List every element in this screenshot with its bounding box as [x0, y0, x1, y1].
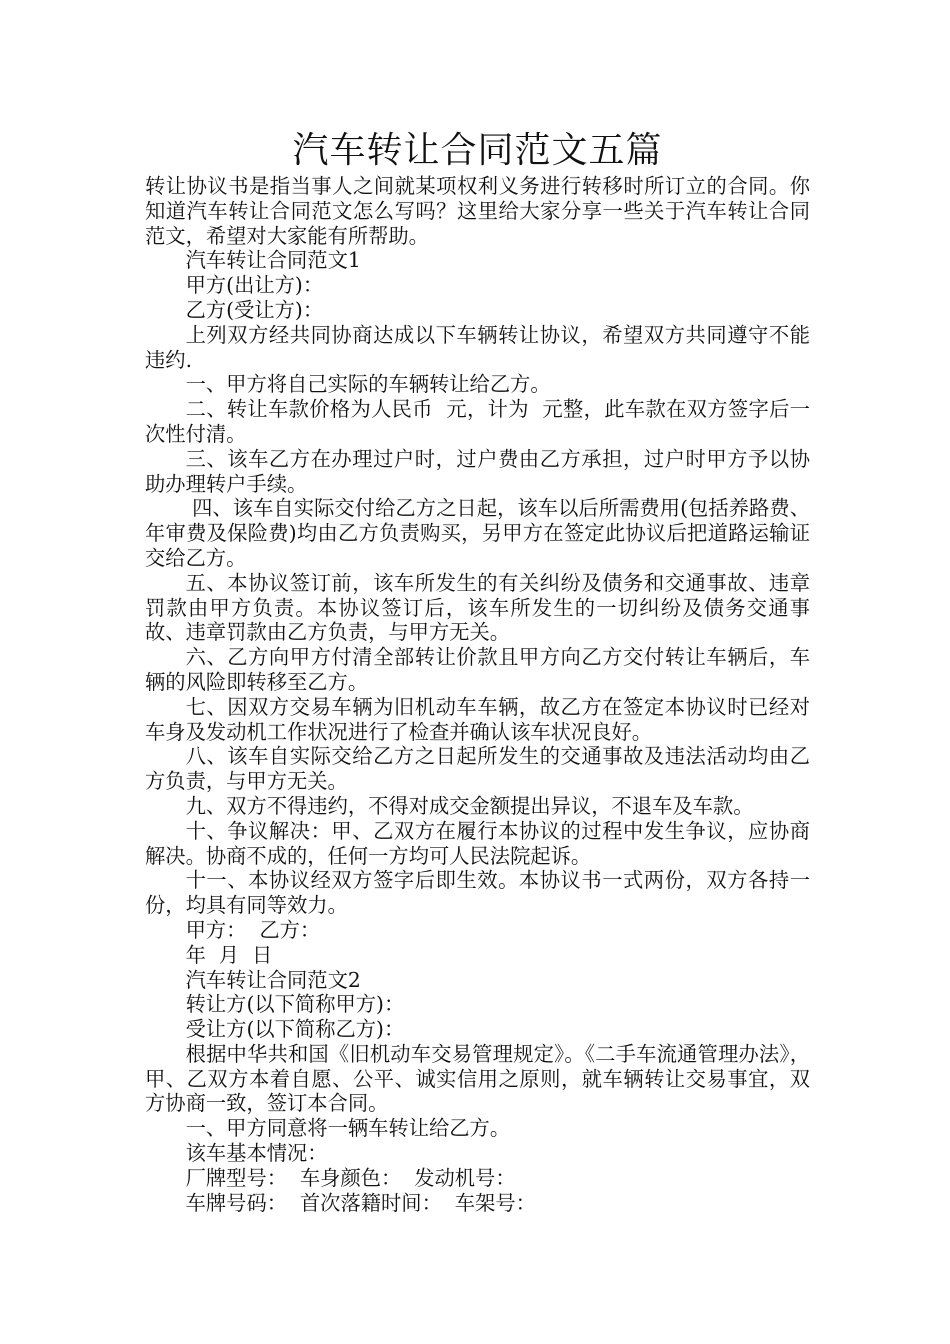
document-paragraph: 一、甲方将自己实际的车辆转让给乙方。 — [185, 372, 551, 397]
document-paragraph: 七、因双方交易车辆为旧机动车车辆，故乙方在签定本协议时已经对车身及发动机工作状况进行了检查并确认该车状况良好。 — [145, 694, 810, 744]
document-paragraph: 六、乙方向甲方付清全部转让价款且甲方向乙方交付转让车辆后，车辆的风险即转移至乙方。 — [145, 645, 810, 694]
document-paragraph: 转让协议书是指当事人之间就某项权利义务进行转移时所订立的合同。你知道汽车转让合同范文怎么写吗？这里给大家分享一些关于汽车转让合同范文，希望对大家能有所帮助。 — [145, 174, 810, 248]
document-paragraph: 该车基本情况： — [185, 1141, 328, 1166]
document-paragraph: 八、该车自实际交给乙方之日起所发生的交通事故及违法活动均由乙方负责，与甲方无关。 — [145, 744, 810, 794]
document-paragraph: 根据中华共和国《旧机动车交易管理规定》。《二手车流通管理办法》，甲、乙双方本着自愿、公平、诚实信用之原则，就车辆转让交易事宜，双方协商一致，签订本合同。 — [145, 1041, 810, 1116]
document-paragraph: 十、争议解决：甲、乙双方在履行本协议的过程中发生争议，应协商解决。协商不成的，任何一方均可人民法院起诉。 — [145, 818, 810, 868]
document-paragraph: 车牌号码： 首次落籍时间： 车架号： — [185, 1190, 536, 1215]
document-paragraph: 乙方(受让方)： — [185, 297, 324, 322]
document-paragraph: 汽车转让合同范文2 — [185, 967, 361, 992]
document-paragraph: 转让方(以下简称甲方)： — [185, 992, 405, 1017]
document-paragraph: 年 月 日 — [185, 942, 273, 967]
document-paragraph: 厂牌型号： 车身颜色： 发动机号： — [185, 1165, 516, 1190]
document-paragraph: 上列双方经共同协商达成以下车辆转让协议，希望双方共同遵守不能违约. — [145, 322, 810, 372]
document-paragraph: 五、本协议签订前，该车所发生的有关纠纷及债务和交通事故、违章罚款由甲方负责。本协议签订后，该车所发生的一切纠纷及债务交通事故、违章罚款由乙方负责，与甲方无关。 — [145, 570, 810, 645]
document-paragraph: 甲方： 乙方： — [185, 917, 321, 942]
document-page — [145, 128, 810, 1215]
document-title: 汽车转让合同范文五篇 — [292, 130, 663, 171]
document-body — [145, 174, 810, 1215]
document-paragraph: 十一、本协议经双方签字后即生效。本协议书一式两份，双方各持一份，均具有同等效力。 — [145, 868, 810, 918]
document-paragraph: 受让方(以下简称乙方)： — [185, 1017, 405, 1042]
document-paragraph: 二、转让车款价格为人民币 元，计为 元整，此车款在双方签字后一次性付清。 — [145, 397, 810, 446]
document-paragraph: 汽车转让合同范文1 — [185, 248, 361, 273]
document-paragraph: 四、该车自实际交付给乙方之日起，该车以后所需费用(包括养路费、年审费及保险费)均由乙方负责购买，另甲方在签定此协议后把道路运输证交给乙方。 — [145, 496, 810, 570]
document-paragraph: 九、双方不得违约，不得对成交金额提出异议，不退车及车款。 — [185, 793, 754, 818]
document-paragraph: 一、甲方同意将一辆车转让给乙方。 — [185, 1116, 511, 1141]
document-paragraph: 三、该车乙方在办理过户时，过户费由乙方承担，过户时甲方予以协助办理转户手续。 — [145, 446, 810, 496]
document-paragraph: 甲方(出让方)： — [185, 273, 324, 298]
